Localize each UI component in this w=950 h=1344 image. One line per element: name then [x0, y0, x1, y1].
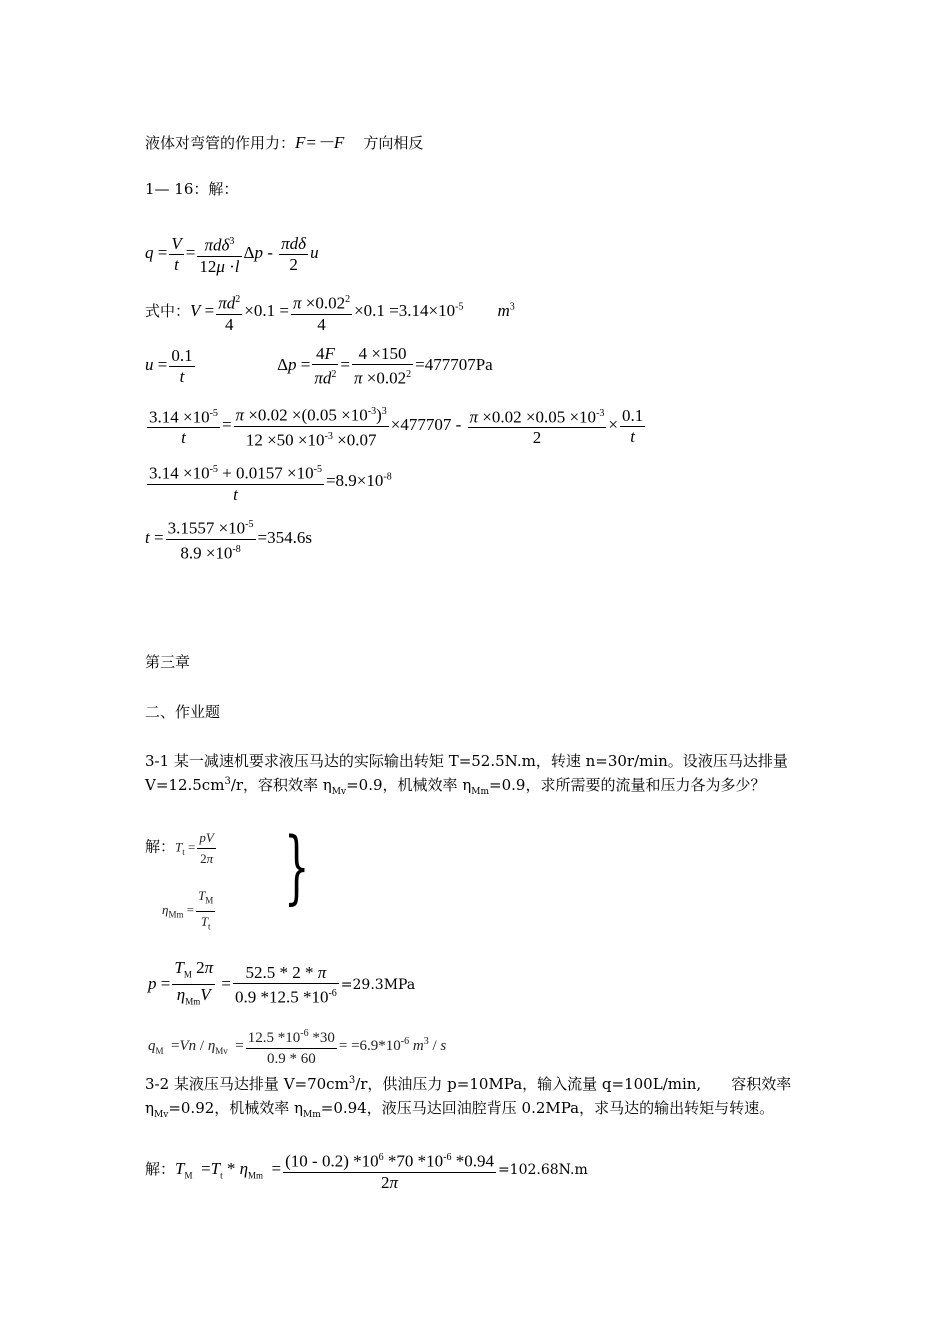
problem-1-16-heading: 1— 16：解： — [145, 180, 239, 198]
tm-result: =102.68N.m — [497, 1162, 588, 1179]
eq1-unit: m — [497, 301, 510, 321]
jie-label-1: 解： — [145, 837, 176, 856]
p31-end: =0.9，求所需要的流量和压力各为多少？ — [489, 776, 766, 794]
p31-sub-mv: Mv — [331, 787, 347, 797]
solution-3-1-tt: 解：$T_t$ = $\frac{pV}{2\pi}$ — [145, 830, 214, 866]
equation-sum: $\frac{3.14 \times 10^{-5} + 0.0157 \times 10^{-5}}{t}$ $=8.9\times 10^{-8}$ — [145, 460, 392, 505]
line-force-tail: 方向相反 — [363, 134, 424, 152]
equation-u-dp: u = $\frac{0.1}{t}$ Δp = $\frac{4F}{\pi d^2}$ = $\frac{4 \times 150}{\pi \times 0.02^2}$ =477707Pa — [145, 344, 493, 388]
p31-v: V=12.5cm — [145, 776, 225, 794]
equation-q: q = $\frac{V}{t}$ = $\frac{\pi d\delta^3}{12\mu \cdot l}$ Δp - $\frac{\text{πdδ}}{2}$ u — [145, 233, 319, 276]
p32-sub-mv: Mv — [154, 1110, 169, 1120]
chapter-title: 第三章 — [145, 653, 191, 671]
p32-eta: η — [145, 1099, 154, 1117]
eq1-result: =3.14×10 — [389, 301, 456, 321]
equation-main: $\frac{3.14 \times 10^{-5}}{t}$ = $\frac{\pi \times 0.02 \times(0.05 \times 10^{-3})^3}{12 \times 50 \times 10^{-3} \times 0.07}$ ×477707 - $\frac{\pi \times 0.02 \times 0.05 \times 10^{-3}}{2}$ × $\frac{0.1}{t}$ — [145, 402, 647, 450]
equation-p: p = $\frac{T_M 2\pi}{\eta_{Mm}V}$ = $\frac{52.5 * 2 * \pi}{0.9 *12.5 *10^{-6}}$ =29.3MPa — [148, 958, 416, 1007]
shizhong-label: 式中： — [145, 302, 191, 321]
equation-t: t = $\frac{3.1557 \times 10^{-5}}{8.9 \times 10^{-8}}$ =354.6s — [145, 515, 312, 563]
p31-sub-mm: Mm — [471, 787, 490, 797]
line-force-text: 液体对弯管的作用力： — [145, 134, 296, 152]
problem-3-2-line2 — [145, 1097, 774, 1120]
homework-heading: 二、作业题 — [145, 703, 221, 721]
solution-3-1-eta: $\eta_{Mm}$ = $\frac{T_M}{T_t}$ — [162, 888, 214, 932]
equation-qm: $q_M =Vn / \eta_{Mv}$ = $\frac{12.5 *10^{-6} *30}{0.9 * 60}$ = $=6.9*10^{-6}$ $m^3$ / s — [148, 1024, 446, 1069]
equation-v: 式中：V = $\frac{\pi d^2}{4}$ ×0.1 = $\frac{\pi \times 0.02^2}{4}$ $\times 0.1 =3.14\times 10^{-5}$ $m^3$ — [145, 290, 515, 335]
p32-end: =0.94，液压马达回油腔背压 0.2MPa，求马达的输出转矩与转速。 — [320, 1099, 775, 1117]
eq1-exp: -5 — [455, 301, 464, 313]
eq2-result: =477707Pa — [415, 355, 493, 375]
eq4-exp: -8 — [383, 471, 392, 483]
eq5-result: =354.6s — [257, 528, 312, 548]
p32-a: 3-2 某液压马达排量 V=70cm — [145, 1075, 349, 1093]
equation-tm: 解：$T_M =T_t * \eta_{Mm}$ = $\frac{(10 - 0.2) *10^6 *70 *10^{-6} *0.94}{2\pi}$ =102.68N.m — [145, 1148, 588, 1193]
qm-result: =6.9*10 — [351, 1037, 401, 1054]
jie-label-2: 解： — [145, 1160, 176, 1179]
brace-symbol: } — [284, 820, 310, 913]
p32-mid: =0.92，机械效率 η — [168, 1099, 304, 1117]
p31-eta: /r，容积效率 η — [230, 776, 332, 794]
p32-a2: /r，供油压力 p=10MPa，输入流量 q=100L/min, 容积效率 — [355, 1075, 792, 1093]
p32-sub-mm: Mm — [303, 1110, 321, 1120]
problem-3-2-line1: 3-2 某液压马达排量 $V=70cm^3/r$，供油压力 p=10MPa，输入流量 q=100L/min, 容积效率 — [145, 1075, 792, 1093]
line-force-math: F=－F — [295, 133, 345, 152]
p-result: =29.3MPa — [340, 976, 416, 993]
line-force — [145, 128, 423, 153]
problem-3-1-line1: 3-1 某一减速机要求液压马达的实际输出转矩 T=52.5N.m，转速 n=30r/min。设液压马达排量 — [145, 752, 788, 770]
problem-3-1-line2: $V=12.5cm^3/r$，容积效率 $\eta_{Mv}=0.9$，机械效率 $\eta_{Mm}=0.9$，求所需要的流量和压力各为多少？ — [145, 776, 766, 797]
eq4-result: =8.9×10 — [325, 471, 384, 491]
p31-eta2: =0.9，机械效率 η — [346, 776, 472, 794]
